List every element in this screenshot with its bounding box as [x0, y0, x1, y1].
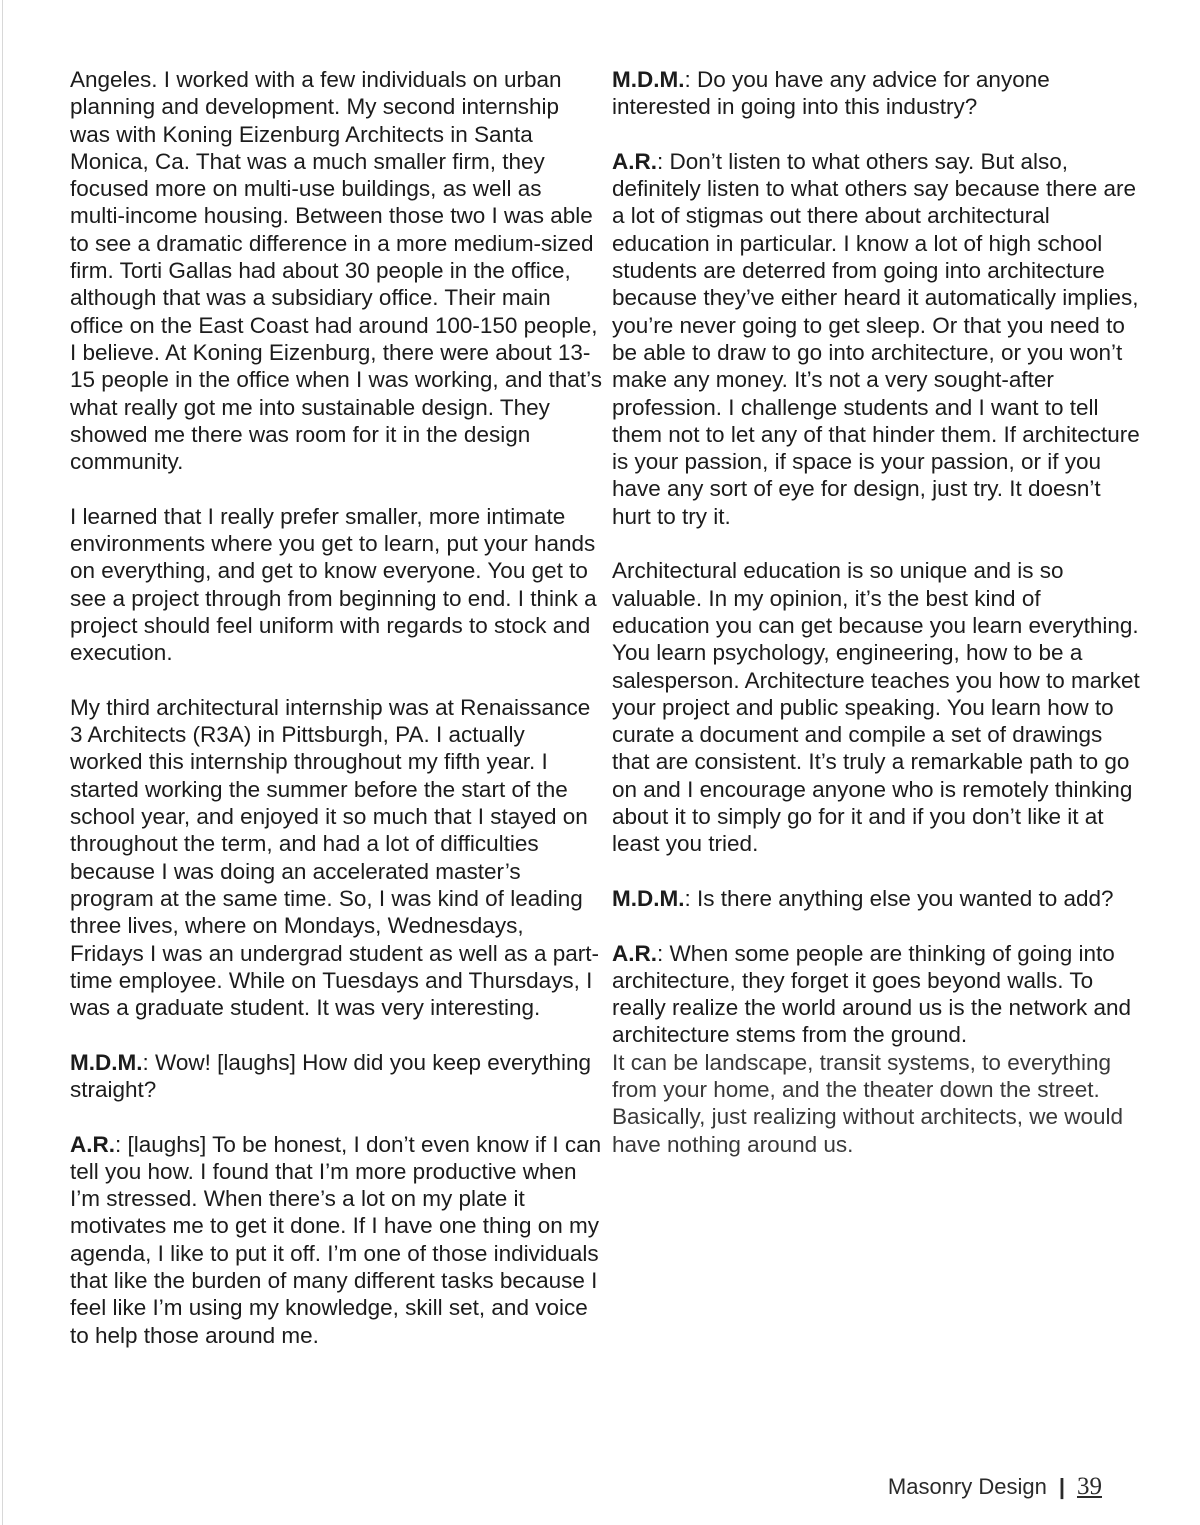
paragraph-architectural-education: Architectural education is so unique and is so valuable. In my opinion, it’s the best kind of education you can get because you learn everything. You learn psychology, engineering, how to be a salesperson. Architecture teaches you how to market your project and public speaking. You learn how to curate a document and compile a set of drawings that are consistent. It’s truly a remarkable path to go on and I encourage anyone who is remotely thinking about it to simply go for it and if you don’t like it at least you tried. [612, 558, 1140, 857]
paragraph-third-internship: My third architectural internship was at Renaissance 3 Architects (R3A) in Pittsburgh, PA. I actually worked this internship throughout my fifth year. I started working the summer before the start of the school year, and enjoyed it so much that I stayed on throughout the term, and had a lot of difficulties because I was doing an accelerated master’s program at the same time. So, I was kind of leading three lives, where on Mondays, Wednesdays, Fridays I was an undergrad student as well as a part-time employee. While on Tuesdays and Thursdays, I was a graduate student. It was very interesting. [70, 694, 600, 1021]
answer-keep-straight [70, 1131, 602, 1349]
page-edge-line [2, 0, 3, 1525]
question-text: : Wow! [laughs] How did you keep everything straight? [70, 1049, 592, 1102]
left-column [70, 66, 602, 1376]
speaker-label: A.R. [70, 1131, 115, 1157]
speaker-label: A.R. [612, 940, 657, 966]
publication-name: Masonry Design [887, 1474, 1047, 1499]
footer-separator: | [1058, 1474, 1065, 1499]
paragraph-internships: Angeles. I worked with a few individuals on urban planning and development. My second internship was with Koning Eizenburg Architects in Santa Monica, Ca. That was a much smaller firm, they focused more on multi-use buildings, as well as multi-income housing. Between those two I was able to see a dramatic difference in a more medium-sized firm. Torti Gallas had about 30 people in the office, although that was a subsidiary office. Their main office on the East Coast had around 100-150 people, I believe. At Koning Eizenburg, there were about 13-15 people in the office when I was working, and that’s what really got me into sustainable design. They showed me there was room for it in the design community. [70, 67, 603, 475]
question-text: : Do you have any advice for anyone interested in going into this industry? [612, 67, 1050, 120]
answer-text-continued: It can be landscape, transit systems, to everything from your home, and the theater down the street. Basically, just realizing without architects, we would have nothing around us. [612, 1049, 1124, 1157]
answer-text: : When some people are thinking of going into architecture, they forget it goes beyond walls. To really realize the world around us is the network and architecture stems from the ground. [612, 940, 1132, 1048]
speaker-label: A.R. [612, 148, 657, 174]
question-anything-else [612, 885, 1142, 912]
answer-text: : Don’t listen to what others say. But also, definitely listen to what others say because there are a lot of stigmas out there about architectural education in particular. I know a lot of high school students are deterred from going into architecture because they’ve either heard it automatically implies, you’re never going to get sleep. Or that you need to be able to draw to go into architecture, or you won’t make any money. It’s not a very sought-after profession. I challenge students and I want to tell them not to let any of that hinder them. If architecture is your passion, if space is your passion, or if you have any sort of eye for design, just try. It doesn’t hurt to try it. [612, 148, 1140, 529]
speaker-label: M.D.M. [612, 885, 685, 911]
page-number: 39 [1077, 1473, 1102, 1500]
speaker-label: M.D.M. [612, 67, 685, 92]
speaker-label: M.D.M. [70, 1049, 143, 1075]
page-footer [888, 1473, 1102, 1505]
answer-text: : [laughs] To be honest, I don’t even know if I can tell you how. I found that I’m more productive when I’m stressed. When there’s a lot on my plate it motivates me to get it done. If I have one thing on my agenda, I like to put it off. I’m one of those individuals that like the burden of many different tasks because I feel like I’m using my knowledge, skill set, and voice to help those around me. [70, 1131, 602, 1348]
answer-anything-else [612, 940, 1142, 1158]
answer-advice [612, 148, 1142, 530]
right-column [612, 66, 1142, 1185]
question-keep-straight [70, 1049, 602, 1104]
question-text: : Is there anything else you wanted to add? [684, 885, 1114, 911]
paragraph-smaller-firms: I learned that I really prefer smaller, more intimate environments where you get to learn, put your hands on everything, and get to know everyone. You get to see a project through from beginning to end. I think a project should feel uniform with regards to stock and execution. [70, 503, 597, 666]
question-advice [612, 66, 1142, 121]
